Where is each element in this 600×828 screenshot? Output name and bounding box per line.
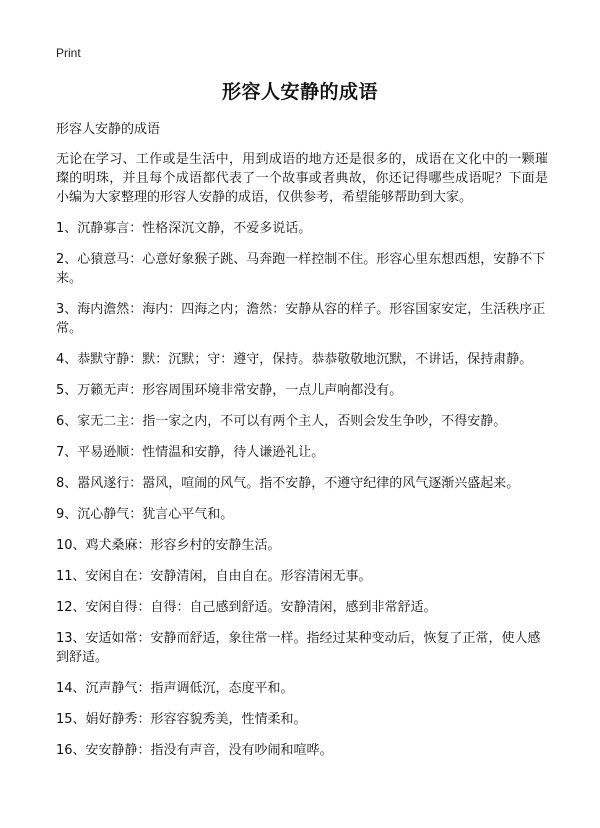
idiom-item: 8、嚣风遂行：嚣风，喧闹的风气。指不安静，不遵守纪律的风气逐渐兴盛起来。 — [56, 476, 520, 491]
idiom-item: 1、沉静寡言：性格深沉文静，不爱多说话。 — [56, 221, 312, 236]
idiom-item: 5、万籁无声：形容周围环境非常安静，一点儿声响都没有。 — [56, 383, 403, 398]
idiom-item: 6、家无二主：指一家之内，不可以有两个主人，否则会发生争吵，不得安静。 — [56, 414, 507, 429]
idiom-item: 16、安安静静：指没有声音，没有吵闹和喧哗。 — [56, 743, 333, 758]
idiom-item: 10、鸡犬桑麻：形容乡村的安静生活。 — [56, 538, 281, 553]
idiom-item: 11、安闲自在：安静清闲，自由自在。形容清闲无事。 — [56, 569, 372, 584]
idiom-item: 14、沉声静气：指声调低沉，态度平和。 — [56, 681, 294, 696]
idiom-item: 4、恭默守静：默：沉默；守：遵守，保持。恭恭敬敬地沉默，不讲话，保持肃静。 — [56, 352, 533, 367]
idiom-item: 2、心猿意马：心意好象猴子跳、马奔跑一样控制不住。形容心里东想西想，安静不下来。 — [56, 252, 546, 286]
idiom-item: 15、娟好静秀：形容容貌秀美，性情柔和。 — [56, 712, 307, 727]
page-subtitle: 形容人安静的成语 — [56, 122, 161, 137]
article-body — [56, 150, 548, 772]
idiom-item: 7、平易逊顺：性情温和安静，待人谦逊礼让。 — [56, 445, 325, 460]
idiom-item: 3、海内澹然：海内：四海之内；澹然：安静从容的样子。形容国家安定，生活秩序正常。 — [56, 302, 546, 336]
idiom-item: 12、安闲自得：自得：自己感到舒适。安静清闲，感到非常舒适。 — [56, 600, 437, 615]
intro-paragraph: 无论在学习、工作或是生活中，用到成语的地方还是很多的，成语在文化中的一颗璀璨的明珠，并且每个成语都代表了一个故事或者典故，你还记得哪些成语呢？下面是小编为大家整理的形容人安静的成语，仅供参考，希望能够帮助到大家。 — [56, 152, 548, 205]
idiom-item: 9、沉心静气：犹言心平气和。 — [56, 507, 234, 522]
idiom-item: 13、安适如常：安静而舒适，象往常一样。指经过某种变动后，恢复了正常，使人感到舒适。 — [56, 631, 541, 665]
print-link[interactable]: Print — [56, 46, 81, 60]
page-title: 形容人安静的成语 — [221, 81, 378, 103]
